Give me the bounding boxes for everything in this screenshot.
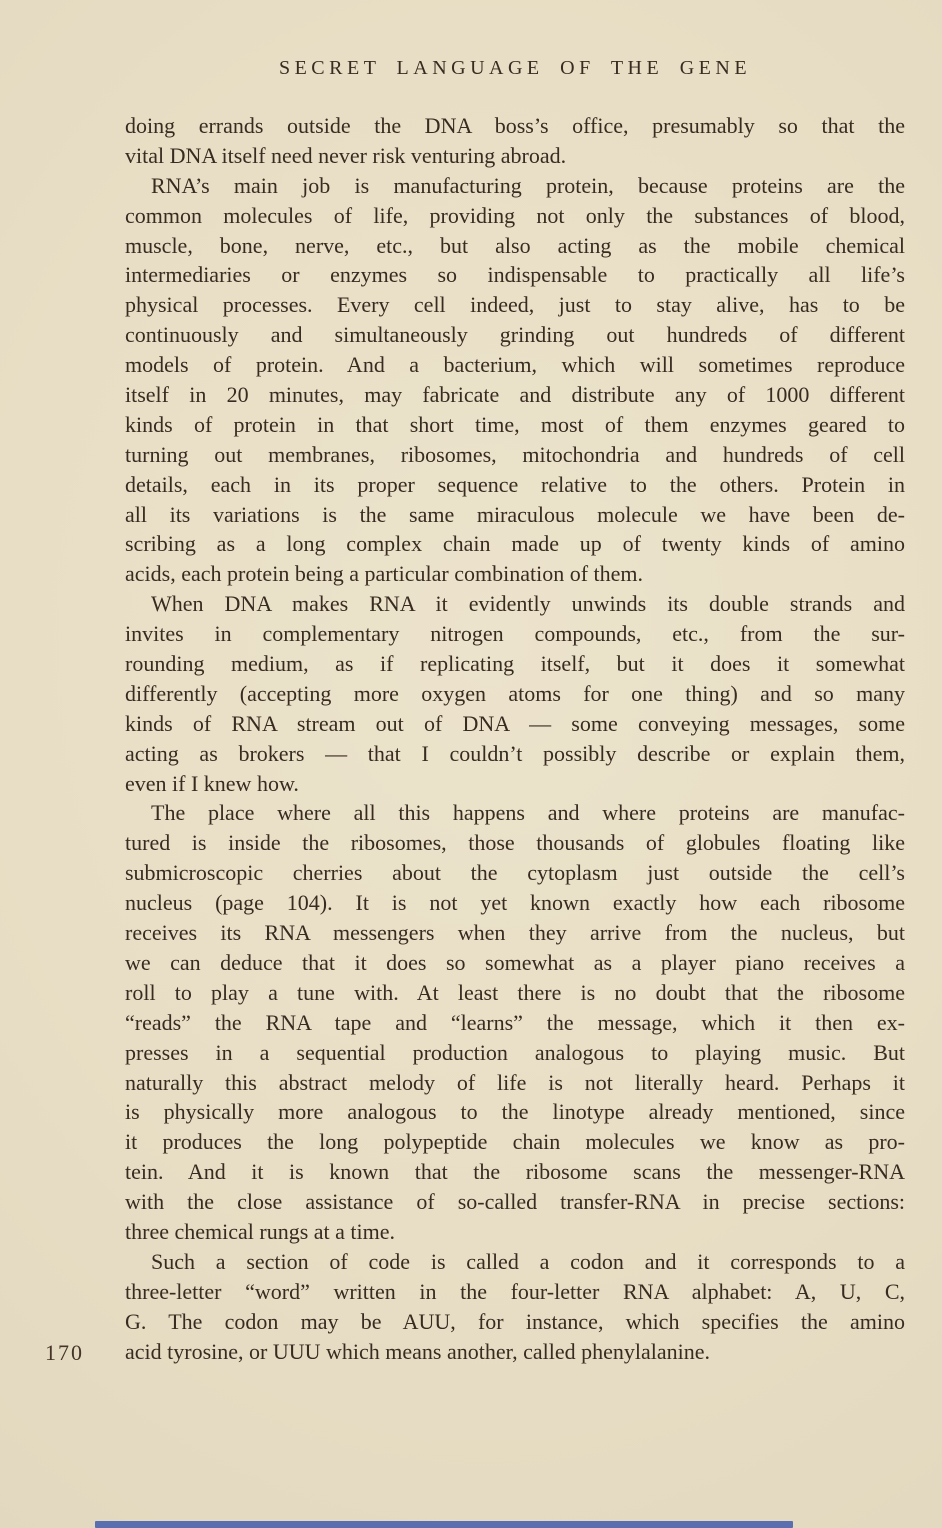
text-line: naturally this abstract melody of life is not literally heard. Perhaps it [125,1069,905,1095]
text-line: muscle, bone, nerve, etc., but also acting as the mobile chemical [125,232,905,258]
text-line: all its variations is the same miraculous molecule we have been de- [125,501,905,527]
text-line: three chemical rungs at a time. [125,1218,395,1244]
paragraph [125,111,905,171]
paragraph [125,1247,905,1367]
running-header: SECRET LANGUAGE OF THE GENE [278,57,752,79]
bottom-edge-strip [95,1521,793,1528]
paragraph [125,589,905,798]
text-line: acting as brokers — that I couldn’t possibly describe or explain them, [125,740,905,766]
text-line: “reads” the RNA tape and “learns” the message, which it then ex- [125,1009,905,1035]
text-line: roll to play a tune with. At least there is no doubt that the ribosome [125,979,905,1005]
text-line: kinds of protein in that short time, most of them enzymes geared to [125,411,905,437]
text-line: acid tyrosine, or UUU which means another, called phenylalanine. [125,1338,710,1364]
text-line: receives its RNA messengers when they arrive from the nucleus, but [125,920,905,946]
text-line: physical processes. Every cell indeed, just to stay alive, has to be [125,292,905,318]
text-line: with the close assistance of so-called transfer-RNA in precise sections: [125,1189,905,1215]
text-line: kinds of RNA stream out of DNA — some conveying messages, some [125,710,905,736]
text-line: Such a section of code is called a codon and it corresponds to a [151,1248,905,1274]
text-line: invites in complementary nitrogen compounds, etc., from the sur- [125,621,905,647]
text-line: vital DNA itself need never risk venturing abroad. [125,142,567,168]
paragraph [125,171,905,589]
text-line: models of protein. And a bacterium, which will sometimes reproduce [125,352,905,378]
text-line: RNA’s main job is manufacturing protein, because proteins are the [151,172,905,198]
text-line: even if I knew how. [125,770,299,796]
text-line: acids, each protein being a particular combination of them. [125,561,644,587]
page-number: 170 [45,1340,84,1365]
text-line: intermediaries or enzymes so indispensable to practically all life’s [125,262,905,288]
text-line: common molecules of life, providing not only the substances of blood, [125,202,905,228]
text-line: The place where all this happens and where proteins are manufac- [151,800,905,826]
text-line: rounding medium, as if replicating itself, but it does it somewhat [125,651,905,677]
text-line: three-letter “word” written in the four-letter RNA alphabet: A, U, C, [125,1278,905,1304]
text-line: it produces the long polypeptide chain molecules we know as pro- [125,1129,905,1155]
text-line: details, each in its proper sequence relative to the others. Protein in [125,471,905,497]
body-text-column [125,111,905,1366]
text-line: nucleus (page 104). It is not yet known exactly how each ribosome [125,890,905,916]
text-line: tein. And it is known that the ribosome scans the messenger-RNA [125,1159,905,1185]
text-line: differently (accepting more oxygen atoms for one thing) and so many [125,680,905,706]
text-line: submicroscopic cherries about the cytoplasm just outside the cell’s [125,860,905,886]
text-line: G. The codon may be AUU, for instance, which specifies the amino [125,1308,905,1334]
text-line: presses in a sequential production analogous to playing music. But [125,1039,905,1065]
text-line: is physically more analogous to the linotype already mentioned, since [125,1099,905,1125]
text-line: tured is inside the ribosomes, those thousands of globules floating like [125,830,905,856]
text-line: continuously and simultaneously grinding out hundreds of different [125,322,905,348]
text-line: we can deduce that it does so somewhat as a player piano receives a [125,949,905,975]
text-line: scribing as a long complex chain made up of twenty kinds of amino [125,531,905,557]
text-line: doing errands outside the DNA boss’s office, presumably so that the [125,113,905,138]
text-line: itself in 20 minutes, may fabricate and distribute any of 1000 different [125,382,905,408]
text-line: When DNA makes RNA it evidently unwinds its double strands and [151,591,905,617]
paragraph [125,798,905,1246]
text-line: turning out membranes, ribosomes, mitochondria and hundreds of cell [125,441,905,467]
